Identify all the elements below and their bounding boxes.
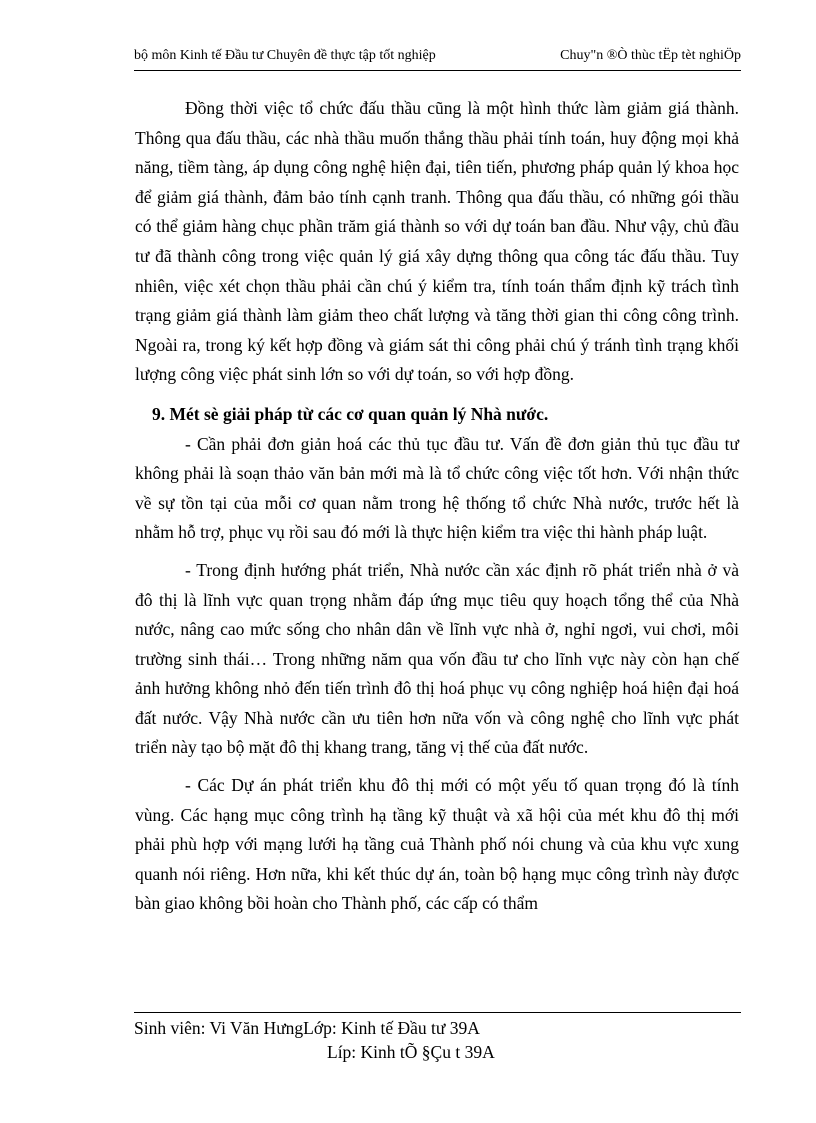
paragraph-simplify-procedures: - Cần phải đơn giản hoá các thủ tục đầu tư. Vấn đề đơn giản thủ tục đầu tư không phải là soạn thảo văn bản mới mà là tổ chức công việc tốt hơn. Với nhận thức về sự tồn tại của mỗi cơ quan nằm trong hệ thống tổ chức Nhà nước, trước hết là nhằm hỗ trợ, phục vụ rồi sau đó mới là thực hiện kiểm tra việc thi hành pháp luật.	[135, 433, 739, 543]
footer-class-line: Líp: Kinh tÕ §Çu t 39A	[327, 1042, 495, 1062]
paragraph-bidding: Đồng thời việc tổ chức đấu thầu cũng là một hình thức làm giảm giá thành. Thông qua đấu thầu, các nhà thầu muốn thắng thầu phải tính toán, huy động mọi khả năng, tiềm tàng, áp dụng công nghệ hiện đại, tiên tiến, phương pháp quản lý khoa học để giảm giá thành, đảm bảo tính cạnh tranh. Thông qua đấu thầu, có những gói thầu có thể giảm hàng chục phần trăm giá thành so với dự toán ban đầu. Như vậy, chủ đầu tư đã thành công trong việc quản lý giá xây dựng thông qua công tác đấu thầu. Tuy nhiên, việc xét chọn thầu phải cần chú ý kiểm tra, tính toán thẩm định kỹ trách tình trạng giảm giá thành làm giảm theo chất lượng và tăng thời gian thi công công trình. Ngoài ra, trong ký kết hợp đồng và giám sát thi công phải chú ý tránh tình trạng khối lượng công việc phát sinh lớn so với dự toán, so với hợp đồng.	[135, 98, 739, 385]
paragraph-development-orientation: - Trong định hướng phát triển, Nhà nước cần xác định rõ phát triển nhà ở và đô thị là lĩnh vực quan trọng nhằm đáp ứng mục tiêu quy hoạch tổng thể của Nhà nước, nâng cao mức sống cho nhân dân về lĩnh vực nhà ở, nghỉ ngơi, vui chơi, môi trường sinh thái… Trong những năm qua vốn đầu tư cho lĩnh vực này còn hạn chế ảnh hưởng không nhỏ đến tiến trình đô thị hoá phục vụ công nghiệp hoá hiện đại hoá đất nước. Vậy Nhà nước cần ưu tiên hơn nữa vốn và công nghệ cho lĩnh vực phát triển này tạo bộ mặt đô thị khang trang, tăng vị thế của đất nước.	[135, 559, 739, 758]
footer-student-line: Sinh viên: Vi Văn HưngLớp: Kinh tế Đầu tư 39A	[134, 1018, 480, 1038]
document-body	[135, 94, 739, 919]
header-left-text: bộ môn Kinh tế Đầu tư Chuyên đề thực tập tốt nghiệp	[134, 48, 436, 63]
paragraph-urban-projects: - Các Dự án phát triển khu đô thị mới có một yếu tố quan trọng đó là tính vùng. Các hạng mục công trình hạ tầng kỹ thuật và xã hội của mét khu đô thị mới phải phù hợp với mạng lưới hạ tầng cuả Thành phố nói chung và của khu vực xung quanh nói riêng. Hơn nữa, khi kết thúc dự án, toàn bộ hạng mục công trình này được bàn giao không bồi hoàn cho Thành phố, các cấp có thẩm	[135, 775, 739, 914]
page-header	[134, 44, 741, 71]
header-right-text: Chuy"n ®Ò thùc tËp tèt nghiÖp	[560, 48, 741, 63]
page-footer	[134, 1012, 741, 1064]
section-heading: 9. Mét sè giải pháp từ các cơ quan quản lý Nhà nước.	[152, 403, 549, 424]
